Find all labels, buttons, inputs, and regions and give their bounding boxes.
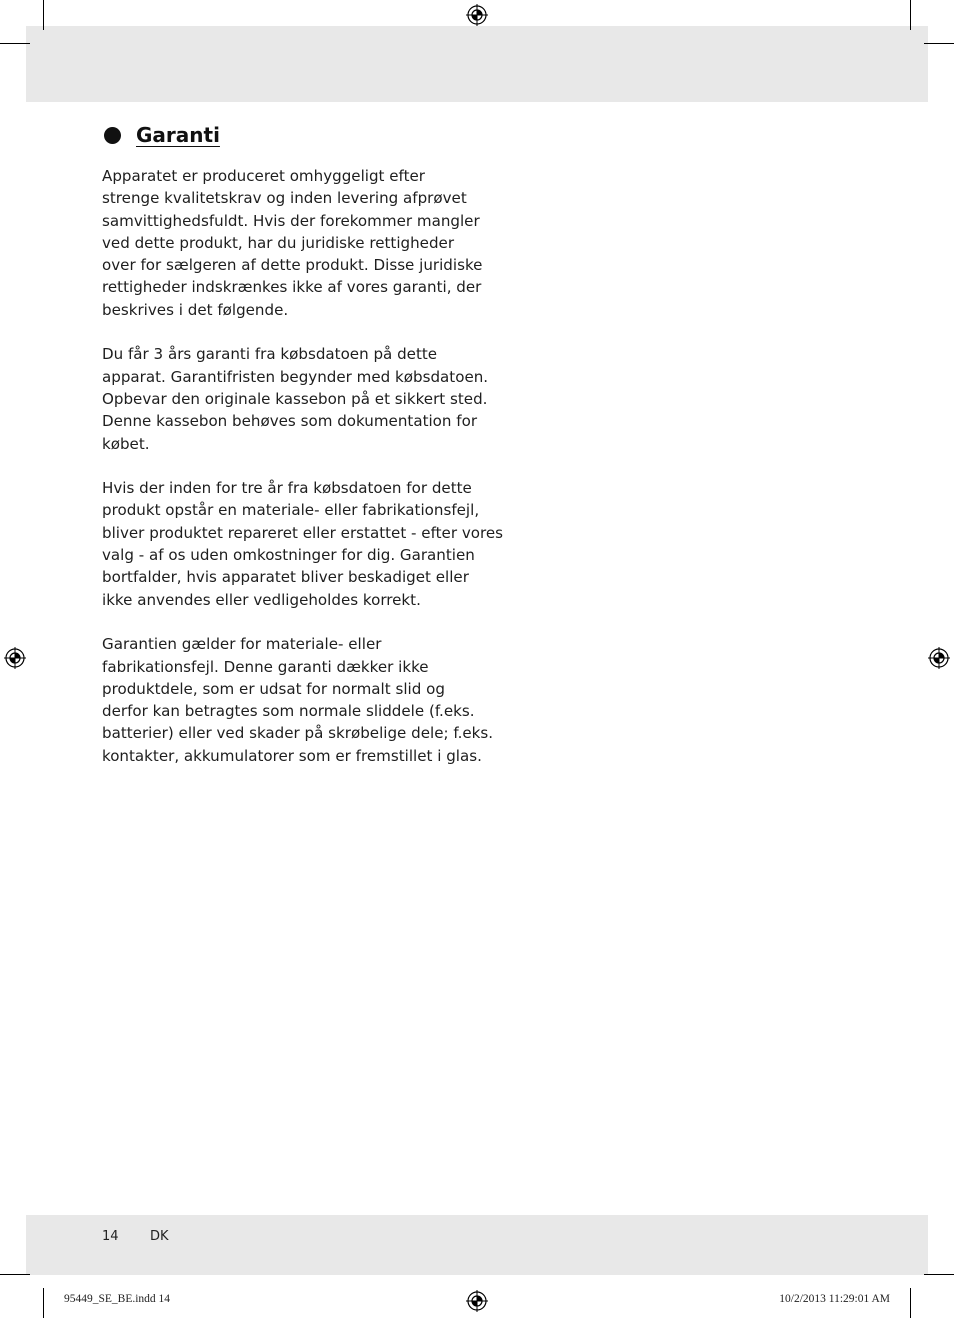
text-line: valg - af os uden omkostninger for dig. Garantien [102, 546, 475, 565]
bullet-icon [104, 127, 121, 144]
text-line: Du får 3 års garanti fra købsdatoen på dette [102, 345, 438, 364]
text-line: Apparatet er produceret omhyggeligt efter [102, 167, 426, 185]
text-line: ved dette produkt, har du juridiske rettigheder [102, 233, 455, 252]
text-line: apparat. Garantifristen begynder med købsdatoen. [102, 367, 489, 386]
text-line: Garantien gælder for materiale- eller [102, 635, 382, 654]
text-line: bortfalder, hvis apparatet bliver beskadiget eller [102, 568, 469, 587]
section-heading [104, 120, 220, 150]
paragraph [102, 633, 494, 767]
slug-filename: 95449_SE_BE.indd 14 [64, 1293, 171, 1305]
registration-mark-icon [928, 647, 950, 669]
crop-mark [0, 1274, 30, 1275]
text-line: bliver produktet repareret eller erstattet - efter vores [102, 523, 504, 542]
text-line: beskrives i det følgende. [102, 300, 289, 319]
registration-mark-icon [466, 1290, 488, 1312]
crop-mark [43, 1288, 44, 1318]
body-text [102, 165, 504, 789]
crop-mark [924, 43, 954, 44]
text-line: over for sælgeren af dette produkt. Disse juridiske [102, 256, 483, 275]
crop-mark [924, 1274, 954, 1275]
registration-mark-icon [466, 4, 488, 26]
text-line: Opbevar den originale kassebon på et sikkert sted. [102, 389, 488, 408]
paragraph [102, 477, 504, 611]
text-line: kontakter, akkumulatorer som er fremstillet i glas. [102, 746, 482, 765]
top-color-band [26, 26, 928, 102]
slug-timestamp: 10/2/2013 11:29:01 AM [779, 1293, 890, 1305]
text-line: fabrikationsfejl. Denne garanti dækker ikke [102, 657, 429, 676]
section-title: Garanti [136, 123, 220, 147]
crop-mark [43, 0, 44, 30]
text-line: samvittighedsfuldt. Hvis der forekommer mangler [102, 211, 480, 230]
page-footer [102, 1229, 169, 1244]
text-line: købet. [102, 434, 150, 453]
registration-mark-icon [4, 647, 26, 669]
text-line: ikke anvendes eller vedligeholdes korrekt. [102, 590, 421, 609]
crop-mark [910, 0, 911, 30]
text-line: strenge kvalitetskrav og inden levering afprøvet [102, 189, 467, 208]
language-code: DK [150, 1229, 169, 1244]
page-number: 14 [102, 1229, 119, 1244]
bottom-color-band [26, 1215, 928, 1275]
paragraph [102, 343, 489, 454]
text-line: batterier) eller ved skader på skrøbelige dele; f.eks. [102, 724, 494, 743]
crop-mark [910, 1288, 911, 1318]
paragraph [102, 165, 483, 321]
text-line: Hvis der inden for tre år fra købsdatoen for dette [102, 479, 472, 498]
text-line: derfor kan betragtes som normale sliddele (f.eks. [102, 702, 475, 721]
text-line: rettigheder indskrænkes ikke af vores garanti, der [102, 278, 482, 297]
text-line: Denne kassebon behøves som dokumentation for [102, 412, 478, 431]
crop-mark [0, 43, 30, 44]
text-line: produkt opstår en materiale- eller fabrikationsfejl, [102, 501, 480, 520]
text-line: produktdele, som er udsat for normalt slid og [102, 679, 445, 698]
